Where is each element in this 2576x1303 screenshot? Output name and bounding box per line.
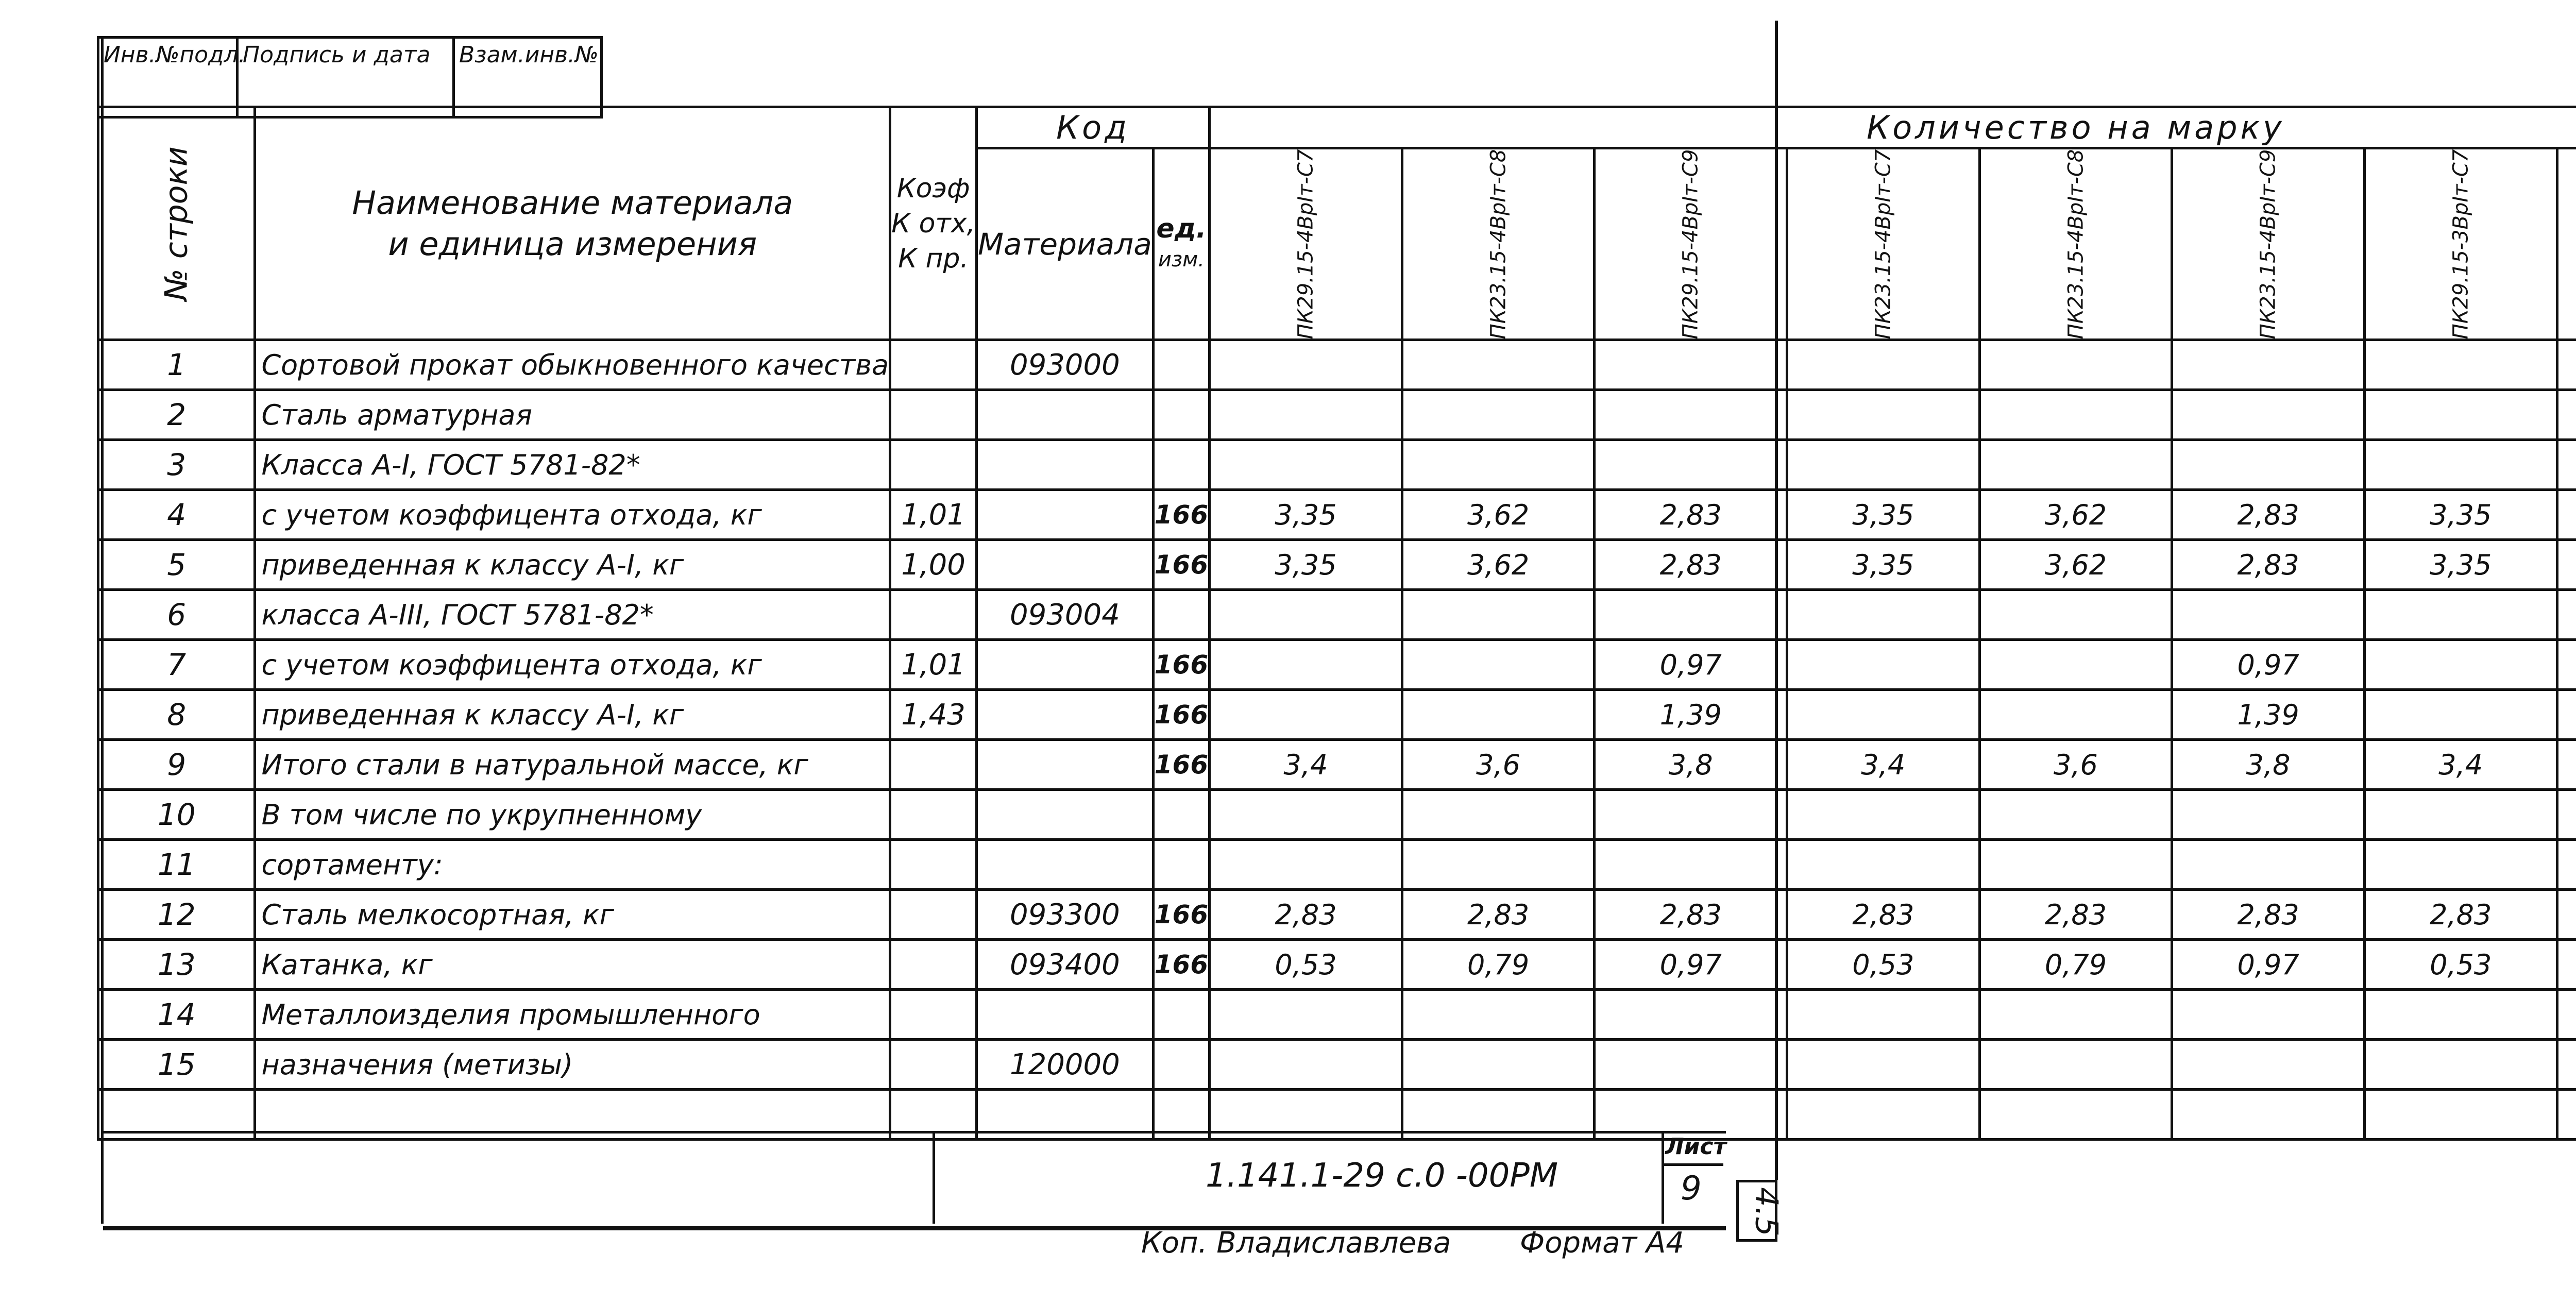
- row-material-name: с учетом коэффицента отхода, кг: [255, 490, 890, 540]
- row-unit-code: 166: [1153, 490, 1209, 540]
- row-quantity-value: 2,83: [2364, 890, 2557, 940]
- row-quantity-value: 3,35: [2364, 490, 2557, 540]
- row-unit-code: 166: [1153, 640, 1209, 690]
- row-material-code: [977, 390, 1154, 440]
- row-material-name: приведенная к классу А-I, кг: [255, 540, 890, 590]
- row-quantity-value: [1210, 690, 1402, 740]
- row-unit-code: 166: [1153, 890, 1209, 940]
- side-number: 4.5: [1736, 1180, 1777, 1242]
- row-coefficient: [890, 1040, 977, 1090]
- row-number: 11: [98, 840, 255, 890]
- row-quantity-value: [1402, 690, 1595, 740]
- row-quantity-value: [2557, 1090, 2576, 1140]
- header-coef-line1: Коэф: [896, 173, 970, 204]
- row-quantity-value: 0,97: [1595, 640, 1787, 690]
- row-quantity-value: 0,79: [1402, 940, 1595, 990]
- row-quantity-value: [1595, 840, 1787, 890]
- row-material-code: [977, 840, 1154, 890]
- row-quantity-value: [2172, 1040, 2365, 1090]
- copier-name: Коп. Владиславлева: [1141, 1226, 1451, 1260]
- row-quantity-value: [1595, 590, 1787, 640]
- row-quantity-value: [1402, 640, 1595, 690]
- row-quantity-value: 0,97: [2172, 940, 2365, 990]
- row-quantity-value: 3,4: [1210, 740, 1402, 790]
- row-unit-code: 166: [1153, 940, 1209, 990]
- row-quantity-value: [2172, 590, 2365, 640]
- row-quantity-value: [1595, 790, 1787, 840]
- row-material-name: Сортовой прокат обыкновенного качества: [255, 340, 890, 390]
- row-coefficient: [890, 840, 977, 890]
- row-quantity-value: 2,83: [1595, 890, 1787, 940]
- row-quantity-value: 1,39: [2172, 690, 2365, 740]
- table-row: [98, 890, 2576, 940]
- row-quantity-value: [2364, 1090, 2557, 1140]
- row-quantity-value: [1210, 340, 1402, 390]
- row-quantity-value: [2557, 690, 2576, 740]
- row-quantity-value: [1787, 990, 1980, 1040]
- row-quantity-value: [1979, 440, 2172, 490]
- row-quantity-value: [1787, 840, 1980, 890]
- row-unit-code: [1153, 1040, 1209, 1090]
- row-quantity-value: 3,35: [1210, 490, 1402, 540]
- row-quantity-value: [2364, 790, 2557, 840]
- row-quantity-value: [1402, 840, 1595, 890]
- row-material-code: [977, 790, 1154, 840]
- row-quantity-value: [1979, 840, 2172, 890]
- row-quantity-value: 2,83: [1787, 890, 1980, 940]
- row-quantity-value: [1979, 590, 2172, 640]
- table-row: [98, 590, 2576, 640]
- row-quantity-value: [2364, 440, 2557, 490]
- row-quantity-value: 0,53: [1210, 940, 1402, 990]
- row-material-name: приведенная к классу А-I, кг: [255, 690, 890, 740]
- sheet-box-divider: [1662, 1163, 1723, 1166]
- row-material-code: 093000: [977, 340, 1154, 390]
- row-number: 4: [98, 490, 255, 540]
- row-quantity-value: [1402, 990, 1595, 1040]
- row-quantity-value: [2172, 340, 2365, 390]
- row-quantity-value: [1210, 840, 1402, 890]
- row-quantity-value: [1595, 990, 1787, 1040]
- row-quantity-value: [2364, 640, 2557, 690]
- mark-col-2: ПК23.15-4ВрIт-С8: [1402, 148, 1595, 340]
- row-quantity-value: [1787, 790, 1980, 840]
- row-quantity-value: 3,62: [1979, 540, 2172, 590]
- mark-col-1: ПК29.15-4ВрIт-С7: [1210, 148, 1402, 340]
- row-quantity-value: [2364, 1040, 2557, 1090]
- row-material-code: [977, 540, 1154, 590]
- header-name-line2: и единица измерения: [388, 225, 757, 263]
- row-coefficient: [890, 440, 977, 490]
- row-quantity-value: [1787, 1090, 1980, 1140]
- row-quantity-value: 2,83: [1979, 890, 2172, 940]
- header-name: [255, 107, 890, 340]
- row-number: 9: [98, 740, 255, 790]
- mark-col-3: ПК29.15-4ВрIт-С9: [1595, 148, 1787, 340]
- row-number: 7: [98, 640, 255, 690]
- row-quantity-value: [1210, 640, 1402, 690]
- table-row: [98, 640, 2576, 690]
- row-number: 6: [98, 590, 255, 640]
- row-quantity-value: 3,6: [1402, 740, 1595, 790]
- row-quantity-value: [1787, 640, 1980, 690]
- row-quantity-value: [2172, 1090, 2365, 1140]
- table-row: [98, 740, 2576, 790]
- row-quantity-value: [1402, 340, 1595, 390]
- mark-col-4: ПК23.15-4ВрIт-С7: [1787, 148, 1980, 340]
- row-quantity-value: [2172, 440, 2365, 490]
- material-table: [97, 106, 2576, 1141]
- document-code: 1.141.1-29 с.0 -00РМ: [1206, 1157, 1558, 1195]
- row-quantity-value: [1402, 440, 1595, 490]
- row-quantity-value: [2172, 840, 2365, 890]
- mark-col-5: ПК23.15-4ВрIт-С8: [1979, 148, 2172, 340]
- row-quantity-value: [2557, 340, 2576, 390]
- row-quantity-value: 0,97: [2172, 640, 2365, 690]
- row-material-code: [977, 990, 1154, 1040]
- row-quantity-value: [2364, 690, 2557, 740]
- row-coefficient: [890, 940, 977, 990]
- row-quantity-value: [2557, 740, 2576, 790]
- row-material-name: Класса А-I, ГОСТ 5781-82*: [255, 440, 890, 490]
- row-material-name: Катанка, кг: [255, 940, 890, 990]
- table-body: [98, 340, 2576, 1140]
- row-quantity-value: [2172, 390, 2365, 440]
- row-quantity-value: [1979, 690, 2172, 740]
- row-number: 5: [98, 540, 255, 590]
- row-quantity-value: 3,62: [1402, 490, 1595, 540]
- row-material-code: 093300: [977, 890, 1154, 940]
- header-unit-line2: изм.: [1158, 247, 1205, 272]
- row-material-code: 093004: [977, 590, 1154, 640]
- header-code: Код: [977, 107, 1210, 148]
- row-quantity-value: [1979, 390, 2172, 440]
- row-quantity-value: 3,62: [1979, 490, 2172, 540]
- row-number: 13: [98, 940, 255, 990]
- row-quantity-value: [1979, 1090, 2172, 1140]
- row-coefficient: [890, 790, 977, 840]
- row-coefficient: [890, 990, 977, 1040]
- row-material-code: [977, 440, 1154, 490]
- row-quantity-value: [2172, 790, 2365, 840]
- row-coefficient: [890, 890, 977, 940]
- row-number: 10: [98, 790, 255, 840]
- table-row: [98, 940, 2576, 990]
- row-quantity-value: 2,83: [1595, 540, 1787, 590]
- row-quantity-value: [2364, 840, 2557, 890]
- row-quantity-value: [2364, 590, 2557, 640]
- row-number: 2: [98, 390, 255, 440]
- row-material-name: Сталь арматурная: [255, 390, 890, 440]
- header-row-no: № строки: [98, 107, 255, 340]
- row-quantity-value: [2557, 940, 2576, 990]
- row-material-name: Сталь мелкосортная, кг: [255, 890, 890, 940]
- row-quantity-value: [1402, 1040, 1595, 1090]
- row-quantity-value: [1787, 590, 1980, 640]
- row-number: 3: [98, 440, 255, 490]
- row-unit-code: [1153, 340, 1209, 390]
- mark-col-8: [2557, 148, 2576, 340]
- row-quantity-value: [1787, 340, 1980, 390]
- row-number: 1: [98, 340, 255, 390]
- header-material: Материала: [977, 148, 1154, 340]
- row-quantity-value: [1787, 690, 1980, 740]
- row-quantity-value: [2557, 1040, 2576, 1090]
- table-row: [98, 490, 2576, 540]
- row-quantity-value: 0,53: [2364, 940, 2557, 990]
- row-quantity-value: [1402, 390, 1595, 440]
- row-number: 8: [98, 690, 255, 740]
- row-quantity-value: [2364, 390, 2557, 440]
- row-coefficient: 1,00: [890, 540, 977, 590]
- row-quantity-value: 3,6: [1979, 740, 2172, 790]
- row-quantity-value: 3,8: [1595, 740, 1787, 790]
- row-quantity-value: [1210, 990, 1402, 1040]
- row-quantity-value: [2557, 840, 2576, 890]
- row-quantity-value: [1979, 340, 2172, 390]
- row-material-name: сортаменту:: [255, 840, 890, 890]
- row-quantity-value: [1787, 390, 1980, 440]
- row-quantity-value: [1595, 390, 1787, 440]
- stamp-sign-date: Подпись и дата: [239, 39, 455, 116]
- row-coefficient: [890, 740, 977, 790]
- table-row: [98, 340, 2576, 390]
- row-unit-code: [1153, 390, 1209, 440]
- row-unit-code: [1153, 590, 1209, 640]
- header-name-line1: Наименование материала: [352, 183, 793, 222]
- row-quantity-value: 3,35: [1787, 490, 1980, 540]
- row-material-name: Итого стали в натуральной массе, кг: [255, 740, 890, 790]
- row-quantity-value: [2364, 990, 2557, 1040]
- row-quantity-value: [1210, 440, 1402, 490]
- row-unit-code: 166: [1153, 690, 1209, 740]
- row-quantity-value: 2,83: [1210, 890, 1402, 940]
- row-number: 14: [98, 990, 255, 1040]
- table-row: [98, 540, 2576, 590]
- table-row: [98, 790, 2576, 840]
- row-quantity-value: 1,39: [1595, 690, 1787, 740]
- row-coefficient: 1,01: [890, 490, 977, 540]
- mark-col-7: ПК29.15-3ВрIт-С7: [2364, 148, 2557, 340]
- table-row: [98, 990, 2576, 1040]
- row-quantity-value: 3,62: [1402, 540, 1595, 590]
- header-coef: [890, 107, 977, 340]
- row-unit-code: [1153, 440, 1209, 490]
- row-number: 12: [98, 890, 255, 940]
- table-row: [98, 1040, 2576, 1090]
- row-quantity-value: 2,83: [2172, 540, 2365, 590]
- row-quantity-value: 3,4: [1787, 740, 1980, 790]
- row-unit-code: 166: [1153, 740, 1209, 790]
- header-unit-line1: ед.: [1156, 213, 1207, 244]
- row-material-name: Металлоизделия промышленного: [255, 990, 890, 1040]
- header-quantity: Количество на марку: [1210, 107, 2576, 148]
- stamp-swap-inv: Взам.инв.№: [459, 42, 599, 68]
- row-quantity-value: 3,4: [2364, 740, 2557, 790]
- row-material-name: назначения (метизы): [255, 1040, 890, 1090]
- row-quantity-value: [2557, 890, 2576, 940]
- header-unit: [1153, 148, 1209, 340]
- row-material-code: [977, 740, 1154, 790]
- format-label: Формат А4: [1520, 1226, 1684, 1260]
- row-quantity-value: [2557, 440, 2576, 490]
- row-quantity-value: [2557, 990, 2576, 1040]
- row-unit-code: [1153, 840, 1209, 890]
- row-quantity-value: 2,83: [1402, 890, 1595, 940]
- row-unit-code: [1153, 990, 1209, 1040]
- row-quantity-value: 3,35: [1210, 540, 1402, 590]
- sheet-number: 9: [1681, 1170, 1702, 1208]
- row-number: 15: [98, 1040, 255, 1090]
- row-quantity-value: 0,53: [1787, 940, 1980, 990]
- row-quantity-value: [2557, 390, 2576, 440]
- row-quantity-value: [1979, 790, 2172, 840]
- row-coefficient: 1,43: [890, 690, 977, 740]
- table-row: [98, 440, 2576, 490]
- row-quantity-value: 2,83: [2172, 890, 2365, 940]
- row-material-code: 120000: [977, 1040, 1154, 1090]
- row-material-name: В том числе по укрупненному: [255, 790, 890, 840]
- stamp-inv-no: Инв.№подл.: [99, 39, 239, 116]
- mark-col-6: ПК23.15-4ВрIт-С9: [2172, 148, 2365, 340]
- row-quantity-value: [1402, 590, 1595, 640]
- row-quantity-value: [1979, 640, 2172, 690]
- row-quantity-value: 3,8: [2172, 740, 2365, 790]
- row-quantity-value: [1787, 1040, 1980, 1090]
- row-quantity-value: [1402, 790, 1595, 840]
- row-coefficient: 1,01: [890, 640, 977, 690]
- row-quantity-value: [2557, 540, 2576, 590]
- row-quantity-value: [1979, 1040, 2172, 1090]
- row-quantity-value: [1787, 440, 1980, 490]
- row-quantity-value: 3,35: [1787, 540, 1980, 590]
- title-block-divider: [933, 1131, 935, 1224]
- row-quantity-value: [1210, 590, 1402, 640]
- header-coef-line3: К пр.: [898, 243, 969, 274]
- row-coefficient: [890, 390, 977, 440]
- row-material-code: 093400: [977, 940, 1154, 990]
- row-quantity-value: [2557, 790, 2576, 840]
- row-coefficient: [890, 340, 977, 390]
- row-quantity-value: [2557, 640, 2576, 690]
- row-material-name: с учетом коэффицента отхода, кг: [255, 640, 890, 690]
- row-quantity-value: 2,83: [2172, 490, 2365, 540]
- row-quantity-value: [2557, 490, 2576, 540]
- table-row: [98, 690, 2576, 740]
- sheet-label: Лист: [1665, 1133, 1726, 1160]
- table-row: [98, 840, 2576, 890]
- row-quantity-value: [1210, 1040, 1402, 1090]
- row-quantity-value: [2557, 590, 2576, 640]
- header-coef-line2: К отх,: [891, 208, 976, 239]
- row-material-code: [977, 640, 1154, 690]
- row-quantity-value: 2,83: [1595, 490, 1787, 540]
- row-material-name: класса А-III, ГОСТ 5781-82*: [255, 590, 890, 640]
- row-quantity-value: [1210, 390, 1402, 440]
- row-quantity-value: [1595, 1040, 1787, 1090]
- table-row: [98, 390, 2576, 440]
- row-quantity-value: [1979, 990, 2172, 1040]
- row-quantity-value: 0,79: [1979, 940, 2172, 990]
- row-material-code: [977, 690, 1154, 740]
- row-quantity-value: [2364, 340, 2557, 390]
- row-unit-code: 166: [1153, 540, 1209, 590]
- row-quantity-value: [1210, 790, 1402, 840]
- row-quantity-value: 0,97: [1595, 940, 1787, 990]
- row-quantity-value: 3,35: [2364, 540, 2557, 590]
- row-quantity-value: [2172, 990, 2365, 1040]
- row-quantity-value: [1595, 340, 1787, 390]
- row-unit-code: [1153, 790, 1209, 840]
- row-quantity-value: [1595, 440, 1787, 490]
- row-coefficient: [890, 590, 977, 640]
- row-material-code: [977, 490, 1154, 540]
